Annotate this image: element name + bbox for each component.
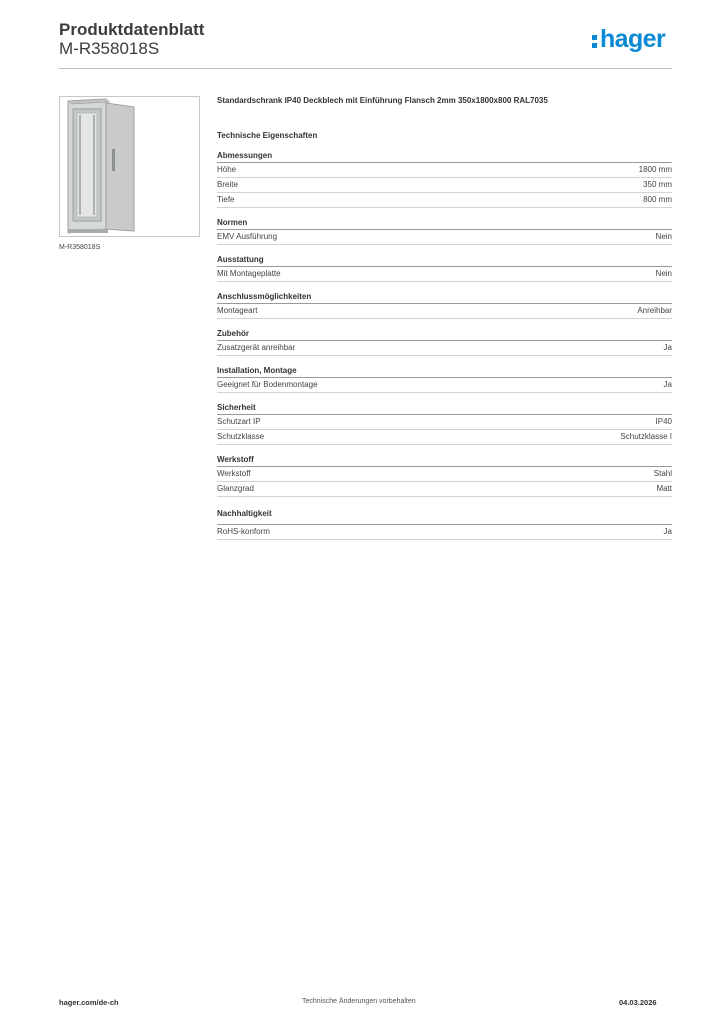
- spec-value: Ja: [663, 527, 672, 536]
- section-installation: [217, 365, 672, 393]
- spec-row: [217, 178, 672, 193]
- spec-label: EMV Ausführung: [217, 232, 278, 241]
- spec-value: Matt: [656, 484, 672, 493]
- spec-value: Nein: [655, 232, 672, 241]
- spec-table: [217, 150, 672, 549]
- spec-label: Montageart: [217, 306, 258, 315]
- spec-label: RoHS-konform: [217, 527, 270, 536]
- section-safety: [217, 402, 672, 445]
- footer-disclaimer: Technische Änderungen vorbehalten: [302, 998, 416, 1005]
- cabinet-photo-icon: [60, 97, 199, 236]
- spec-label: Schutzart IP: [217, 417, 261, 426]
- document-subtitle: M-R358018S: [59, 39, 160, 58]
- spec-label: Schutzklasse: [217, 432, 265, 441]
- document-title: Produktdatenblatt: [59, 20, 205, 39]
- spec-label: Tiefe: [217, 195, 235, 204]
- spec-value: IP40: [655, 417, 672, 426]
- spec-label: Glanzgrad: [217, 484, 254, 493]
- spec-value: Nein: [655, 269, 672, 278]
- spec-row: [217, 482, 672, 497]
- spec-label: Breite: [217, 180, 238, 189]
- header-divider: [59, 68, 672, 69]
- spec-label: Höhe: [217, 165, 237, 174]
- section-sustainability: [217, 506, 672, 540]
- section-title: Abmessungen: [217, 150, 672, 163]
- spec-value: Anreihbar: [637, 306, 672, 315]
- spec-label: Werkstoff: [217, 469, 251, 478]
- section-title: Ausstattung: [217, 254, 672, 267]
- footer-date: 04.03.2026: [619, 998, 657, 1007]
- spec-row: [217, 525, 672, 540]
- section-standards: [217, 217, 672, 245]
- spec-value: Stahl: [653, 469, 672, 478]
- spec-row: [217, 467, 672, 482]
- logo-dot-icon: [592, 43, 597, 48]
- section-dimensions: [217, 150, 672, 208]
- hager-logo: [591, 25, 673, 58]
- section-title: Anschlussmöglichkeiten: [217, 291, 672, 304]
- section-title: Werkstoff: [217, 454, 672, 467]
- section-accessories: [217, 328, 672, 356]
- section-title: Sicherheit: [217, 402, 672, 415]
- logo-text: hager: [600, 25, 666, 53]
- spec-value: Schutzklasse I: [620, 432, 672, 441]
- spec-row: [217, 230, 672, 245]
- spec-row: [217, 267, 672, 282]
- section-title: Nachhaltigkeit: [217, 506, 672, 525]
- spec-value: 350 mm: [643, 180, 672, 189]
- spec-value: 800 mm: [643, 195, 672, 204]
- spec-row: [217, 415, 672, 430]
- section-equipment: [217, 254, 672, 282]
- technical-properties-heading: Technische Eigenschaften: [217, 131, 318, 140]
- spec-row: [217, 430, 672, 445]
- section-title: Normen: [217, 217, 672, 230]
- spec-value: Ja: [663, 380, 672, 389]
- spec-label: Mit Montageplatte: [217, 269, 281, 278]
- section-title: Zubehör: [217, 328, 672, 341]
- spec-row: [217, 193, 672, 208]
- spec-value: 1800 mm: [638, 165, 672, 174]
- image-caption: M-R358018S: [59, 244, 101, 251]
- section-connection: [217, 291, 672, 319]
- spec-value: Ja: [663, 343, 672, 352]
- spec-label: Zusatzgerät anreihbar: [217, 343, 296, 352]
- spec-label: Geeignet für Bodenmontage: [217, 380, 318, 389]
- product-title: Standardschrank IP40 Deckblech mit Einführung Flansch 2mm 350x1800x800 RAL7035: [217, 96, 548, 105]
- section-material: [217, 454, 672, 497]
- logo-dot-icon: [592, 35, 597, 40]
- footer-website-link[interactable]: hager.com/de-ch: [59, 998, 119, 1007]
- product-image: [59, 96, 200, 237]
- spec-row: [217, 163, 672, 178]
- spec-row: [217, 341, 672, 356]
- spec-row: [217, 304, 672, 319]
- spec-row: [217, 378, 672, 393]
- section-title: Installation, Montage: [217, 365, 672, 378]
